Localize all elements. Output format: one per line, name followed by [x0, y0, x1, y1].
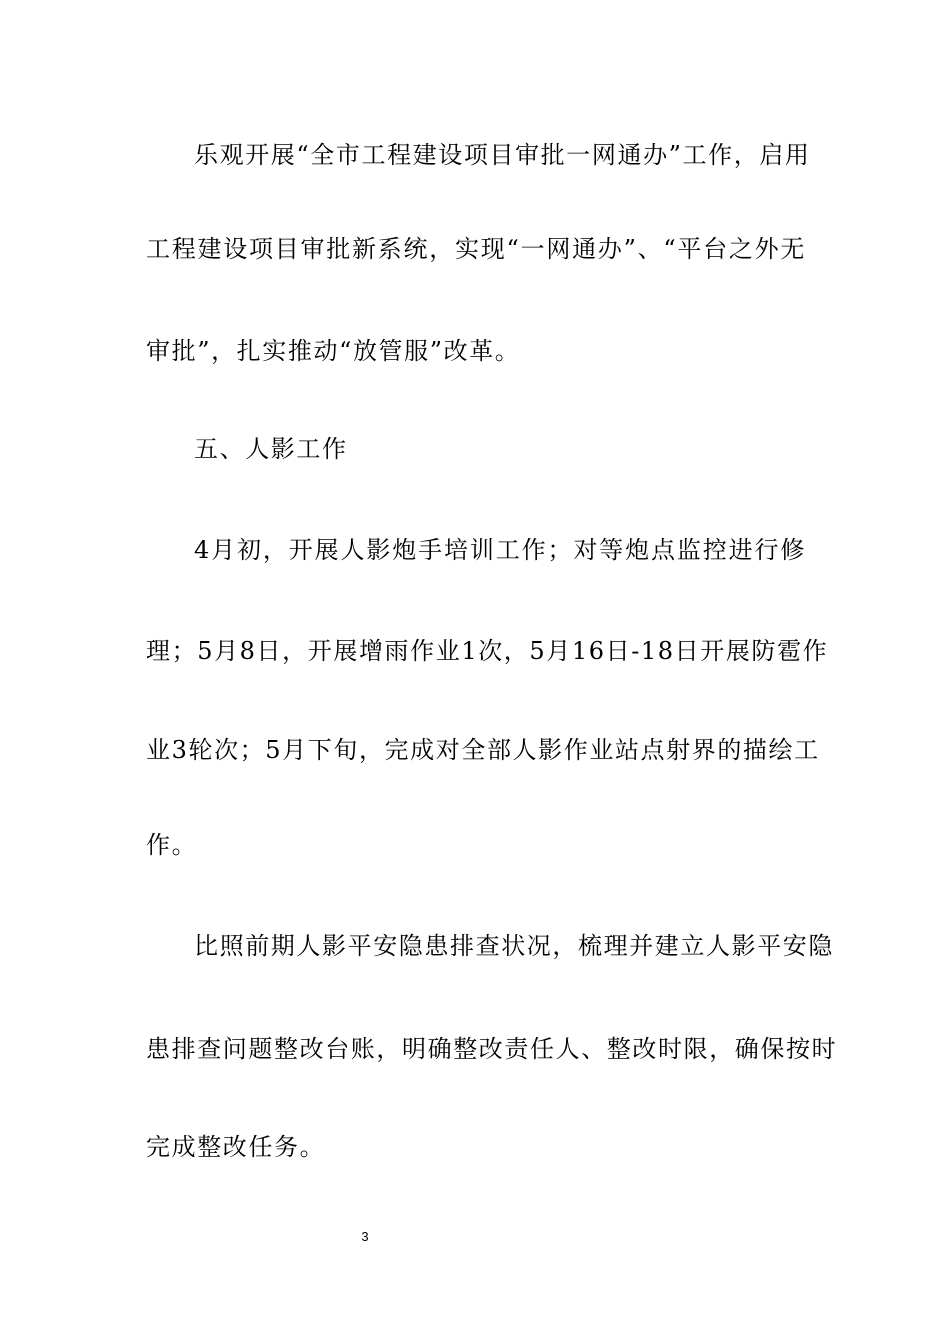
paragraph-3-line-3: 完成整改任务。	[146, 1133, 326, 1161]
paragraph-3-line-1: 比照前期人影平安隐患排查状况，梳理并建立人影平安隐	[194, 932, 834, 960]
paragraph-3-line-2: 患排查问题整改台账，明确整改责任人、整改时限，确保按时	[146, 1035, 838, 1063]
page-number: 3	[361, 1229, 369, 1244]
paragraph-1-line-1: 乐观开展“全市工程建设项目审批一网通办”工作，启用	[194, 141, 811, 169]
section-heading: 五、人影工作	[194, 435, 348, 463]
paragraph-2-line-4: 作。	[146, 831, 198, 859]
paragraph-2-line-1: 4月初，开展人影炮手培训工作；对等炮点监控进行修	[194, 536, 806, 564]
paragraph-2-line-3: 业3轮次；5月下旬，完成对全部人影作业站点射界的描绘工	[146, 736, 820, 764]
paragraph-1-line-2: 工程建设项目审批新系统，实现“一网通办”、“平台之外无	[146, 235, 806, 263]
paragraph-1-line-3: 审批”，扎实推动“放管服”改革。	[146, 337, 521, 365]
paragraph-2-line-2: 理；5月8日，开展增雨作业1次，5月16日-18日开展防雹作	[146, 637, 829, 665]
